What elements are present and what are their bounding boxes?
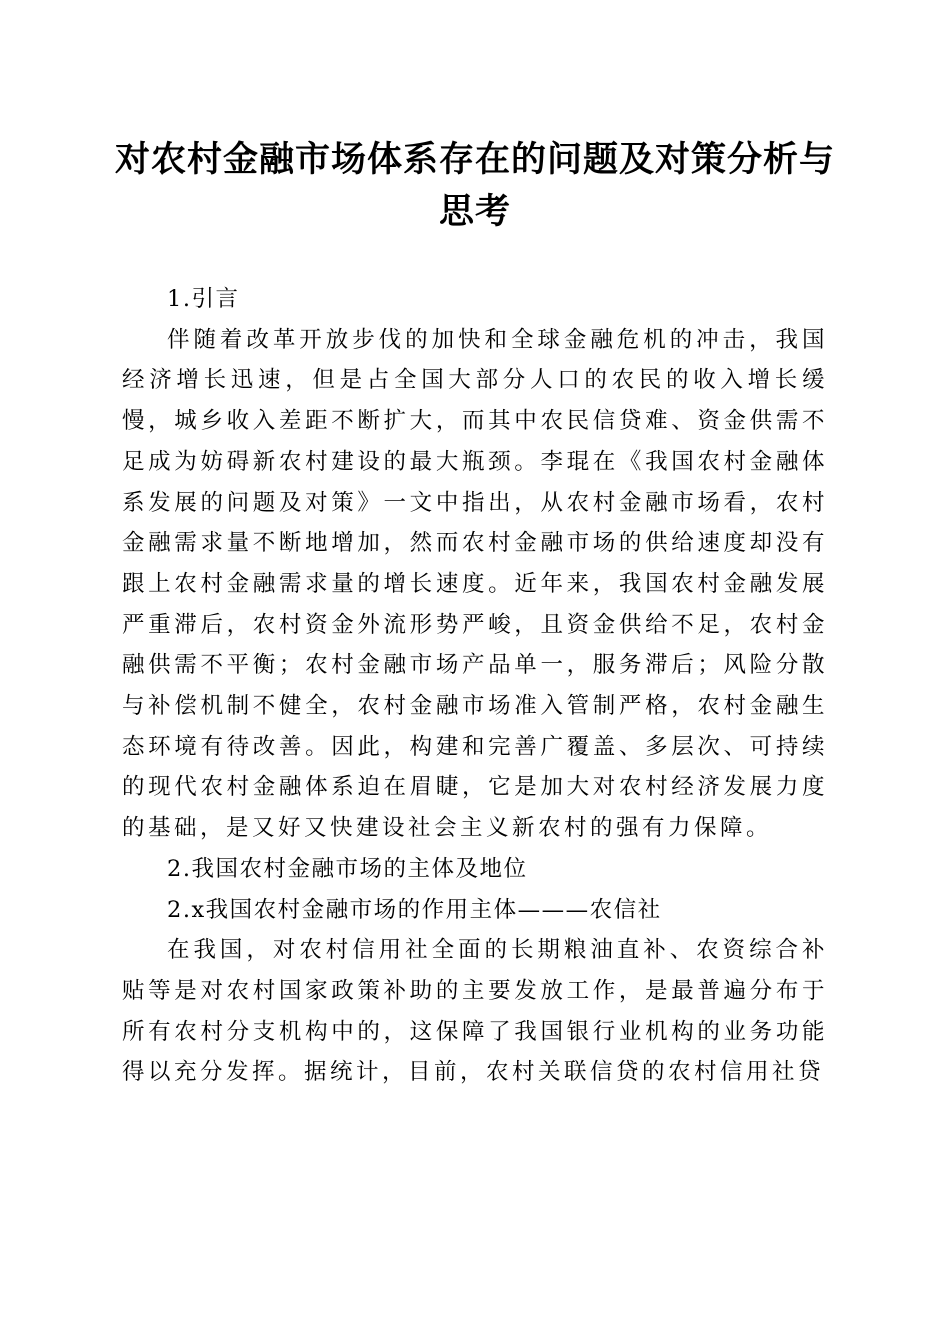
section-heading-introduction: 1.引言 [167,286,240,312]
subsection-heading-rural-credit-cooperatives: 2.x我国农村金融市场的作用主体———农信社 [167,896,662,923]
paragraph-rural-credit-cooperatives: 在我国，对农村信用社全面的长期粮油直补、农资综合补贴等是对农村国家政策补助的主要发放工作，是最普遍分布于所有农村分支机构中的，这保障了我国银行业机构的业务功能得以充分发挥。据统计，目前，农村关联信贷的农村信用社贷 [122,937,828,1086]
paragraph-introduction: 伴随着改革开放步伐的加快和全球金融危机的冲击，我国经济增长迅速，但是占全国大部分人口的农民的收入增长缓慢，城乡收入差距不断扩大，而其中农民信贷难、资金供需不足成为妨碍新农村建设的最大瓶颈。李琨在《我国农村金融体系发展的问题及对策》一文中指出，从农村金融市场看，农村金融需求量不断地增加，然而农村金融市场的供给速度却没有跟上农村金融需求量的增长速度。近年来，我国农村金融发展严重滞后，农村资金外流形势严峻，且资金供给不足，农村金融供需不平衡；农村金融市场产品单一，服务滞后；风险分散与补偿机制不健全，农村金融市场准入管制严格，农村金融生态环境有待改善。因此，构建和完善广覆盖、多层次、可持续的现代农村金融体系迫在眉睫，它是加大对农村经济发展力度的基础，是又好又快建设社会主义新农村的强有力保障。 [122,326,828,842]
section-heading-market-subjects: 2.我国农村金融市场的主体及地位 [167,855,528,882]
document-body [122,279,828,1093]
document-title: 对农村金融市场体系存在的问题及对策分析与思考 [114,139,835,232]
